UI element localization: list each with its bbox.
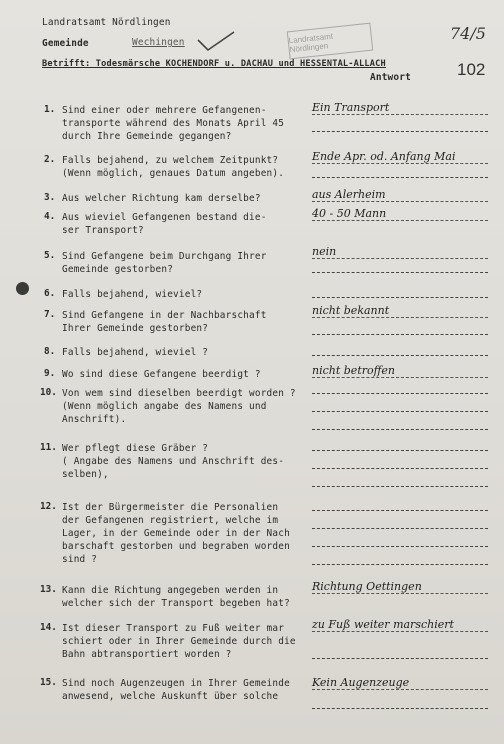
question-text: Aus wieviel Gefangenen bestand die- ser Transport? (62, 212, 267, 236)
question-text: Sind Gefangene in der Nachbarschaft Ihrer Gemeinde gestorben? (62, 310, 267, 334)
question-text: Aus welcher Richtung kam derselbe? (62, 193, 261, 204)
answer-handwritten: Richtung Oettingen (312, 580, 488, 594)
question-number: 4. (44, 211, 56, 222)
gemeinde-label: Gemeinde (42, 38, 89, 49)
answer-line (312, 510, 488, 511)
question-text: Von wem sind dieselben beerdigt worden ? (Wenn möglich angabe des Namens und Anschrift). (62, 388, 296, 425)
question-text: Sind einer oder mehrere Gefangenen- transporte während des Monats April 45 durch Ihre Gemeinde gegangen? (62, 105, 285, 142)
question-text: Falls bejahend, wieviel? (62, 289, 203, 300)
question-number: 14. (40, 622, 57, 633)
page-number: 102 (457, 60, 486, 79)
answer-line (312, 429, 488, 430)
answer-line (312, 468, 488, 469)
answer-handwritten: aus Alerheim (312, 188, 488, 202)
antwort-heading: Antwort (370, 72, 411, 83)
punch-hole (16, 282, 29, 295)
question-text: Sind Gefangene beim Durchgang Ihrer Gemeinde gestorben? (62, 251, 267, 275)
check-mark-icon (196, 30, 236, 52)
question-number: 9. (44, 368, 56, 379)
question-number: 15. (40, 677, 57, 688)
question-number: 11. (40, 442, 57, 453)
question-number: 1. (44, 104, 56, 115)
answer-line (312, 411, 488, 412)
answer-line (312, 658, 488, 659)
question-text: Wer pflegt diese Gräber ? ( Angabe des Namens und Anschrift des- selben), (62, 443, 285, 480)
answer-handwritten: nein (312, 245, 488, 259)
question-number: 8. (44, 346, 56, 357)
answer-handwritten: Kein Augenzeuge (312, 676, 488, 690)
answer-handwritten: nicht betroffen (312, 364, 488, 378)
answer-line (312, 528, 488, 529)
answer-handwritten: Ende Apr. od. Anfang Mai (312, 150, 488, 164)
question-number: 3. (44, 192, 56, 203)
answer-line (312, 564, 488, 565)
question-text: Sind noch Augenzeugen in Ihrer Gemeinde anwesend, welche Auskunft über solche (62, 678, 290, 702)
question-text: Ist der Bürgermeister die Personalien der Gefangenen registriert, welche im Lager, in der Gemeinde oder in der Nach barschaft gestorben und begraben worden sind ? (62, 502, 290, 565)
answer-line (312, 546, 488, 547)
question-number: 12. (40, 501, 57, 512)
question-number: 6. (44, 288, 56, 299)
answer-handwritten: Ein Transport (312, 101, 488, 115)
question-number: 2. (44, 154, 56, 165)
office-name: Landratsamt Nördlingen (42, 17, 171, 28)
question-text: Kann die Richtung angegeben werden in welcher sich der Transport begeben hat? (62, 585, 290, 609)
answer-line (312, 450, 488, 451)
received-stamp: Landratsamt Nördlingen (287, 23, 373, 60)
question-number: 10. (40, 387, 57, 398)
question-number: 13. (40, 584, 57, 595)
gemeinde-value: Wechingen (132, 37, 185, 48)
question-text: Ist dieser Transport zu Fuß weiter mar schiert oder in Ihrer Gemeinde durch die Bahn abtransportiert worden ? (62, 623, 296, 660)
answer-line (312, 334, 488, 335)
answer-line (312, 272, 488, 273)
betreff-line: Betrifft: Todesmärsche KOCHENDORF u. DACHAU und HESSENTAL-ALLACH (42, 59, 386, 69)
answer-line (312, 131, 488, 132)
question-number: 5. (44, 250, 56, 261)
question-number: 7. (44, 309, 56, 320)
answer-handwritten: nicht bekannt (312, 304, 488, 318)
answer-line (312, 355, 488, 356)
answer-handwritten: 40 - 50 Mann (312, 207, 488, 221)
corner-mark: 74/5 (450, 24, 486, 43)
answer-line (312, 177, 488, 178)
answer-line (312, 708, 488, 709)
answer-line (312, 486, 488, 487)
answer-line (312, 297, 488, 298)
question-text: Wo sind diese Gefangene beerdigt ? (62, 369, 261, 380)
question-text: Falls bejahend, zu welchem Zeitpunkt? (Wenn möglich, genaues Datum angeben). (62, 155, 285, 179)
answer-line (312, 393, 488, 394)
question-text: Falls bejahend, wieviel ? (62, 347, 209, 358)
answer-handwritten: zu Fuß weiter marschiert (312, 618, 488, 632)
